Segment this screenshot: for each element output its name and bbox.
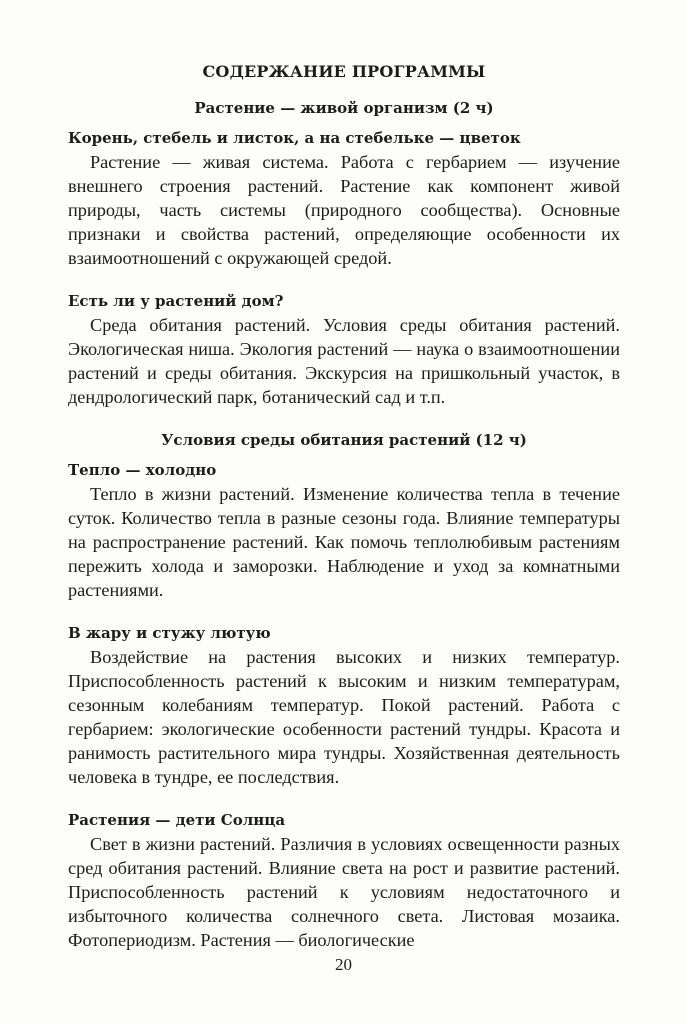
page-title: СОДЕРЖАНИЕ ПРОГРАММЫ — [202, 62, 486, 81]
section-title: Условия среды обитания растений (12 ч) — [161, 431, 527, 449]
topic-heat-and-frost — [68, 621, 620, 789]
topic-heading: Тепло — холодно — [68, 461, 217, 479]
topic-paragraph: Растение — живая система. Работа с гербарием — изучение внешнего строения растений. Растение как компонент живой природы, часть системы (природного сообщества). Основные признаки и свойства растений, определяющие особенности их взаимоотношений с окружающей средой. — [68, 152, 620, 268]
topic-heading: В жару и стужу лютую — [68, 624, 271, 642]
topic-warm-cold — [68, 458, 620, 602]
section-title: Растение — живой организм (2 ч) — [194, 99, 494, 117]
page-number: 20 — [335, 955, 352, 974]
topic-heading: Есть ли у растений дом? — [68, 292, 284, 310]
topic-root-stem-leaf — [68, 126, 620, 270]
topic-paragraph: Свет в жизни растений. Различия в условиях освещенности разных сред обитания растений. Влияние света на рост и развитие растений. Приспособленность растений к условиям недостаточного и избыточного количества солнечного света. Листовая мозаика. Фотопериодизм. Растения — биологические — [68, 834, 620, 950]
topic-paragraph: Среда обитания растений. Условия среды обитания растений. Экологическая ниша. Экология растений — наука о взаимоотношении растений и среды обитания. Экскурсия на пришкольный участок, в дендрологический парк, ботанический сад и т.п. — [68, 315, 620, 407]
topic-plant-home — [68, 289, 620, 409]
topic-paragraph: Тепло в жизни растений. Изменение количества тепла в течение суток. Количество тепла в разные сезоны года. Влияние температуры на распространение растений. Как помочь теплолюбивым растениям пережить холода и заморозки. Наблюдение и уход за комнатными растениями. — [68, 484, 620, 600]
section-plant-living-organism — [68, 96, 620, 409]
topic-heading: Корень, стебель и листок, а на стебельке — цветок — [68, 129, 521, 147]
topic-heading: Растения — дети Солнца — [68, 811, 286, 829]
topic-children-of-sun — [68, 808, 620, 952]
page-content — [68, 60, 620, 971]
section-habitat-conditions — [68, 428, 620, 952]
topic-paragraph: Воздействие на растения высоких и низких температур. Приспособленность растений к высоким и низким температурам, сезонным колебаниям температур. Покой растений. Работа с гербарием: экологические особенности растений тундры. Красота и ранимость растительного мира тундры. Хозяйственная деятельность человека в тундре, ее последствия. — [68, 647, 620, 787]
